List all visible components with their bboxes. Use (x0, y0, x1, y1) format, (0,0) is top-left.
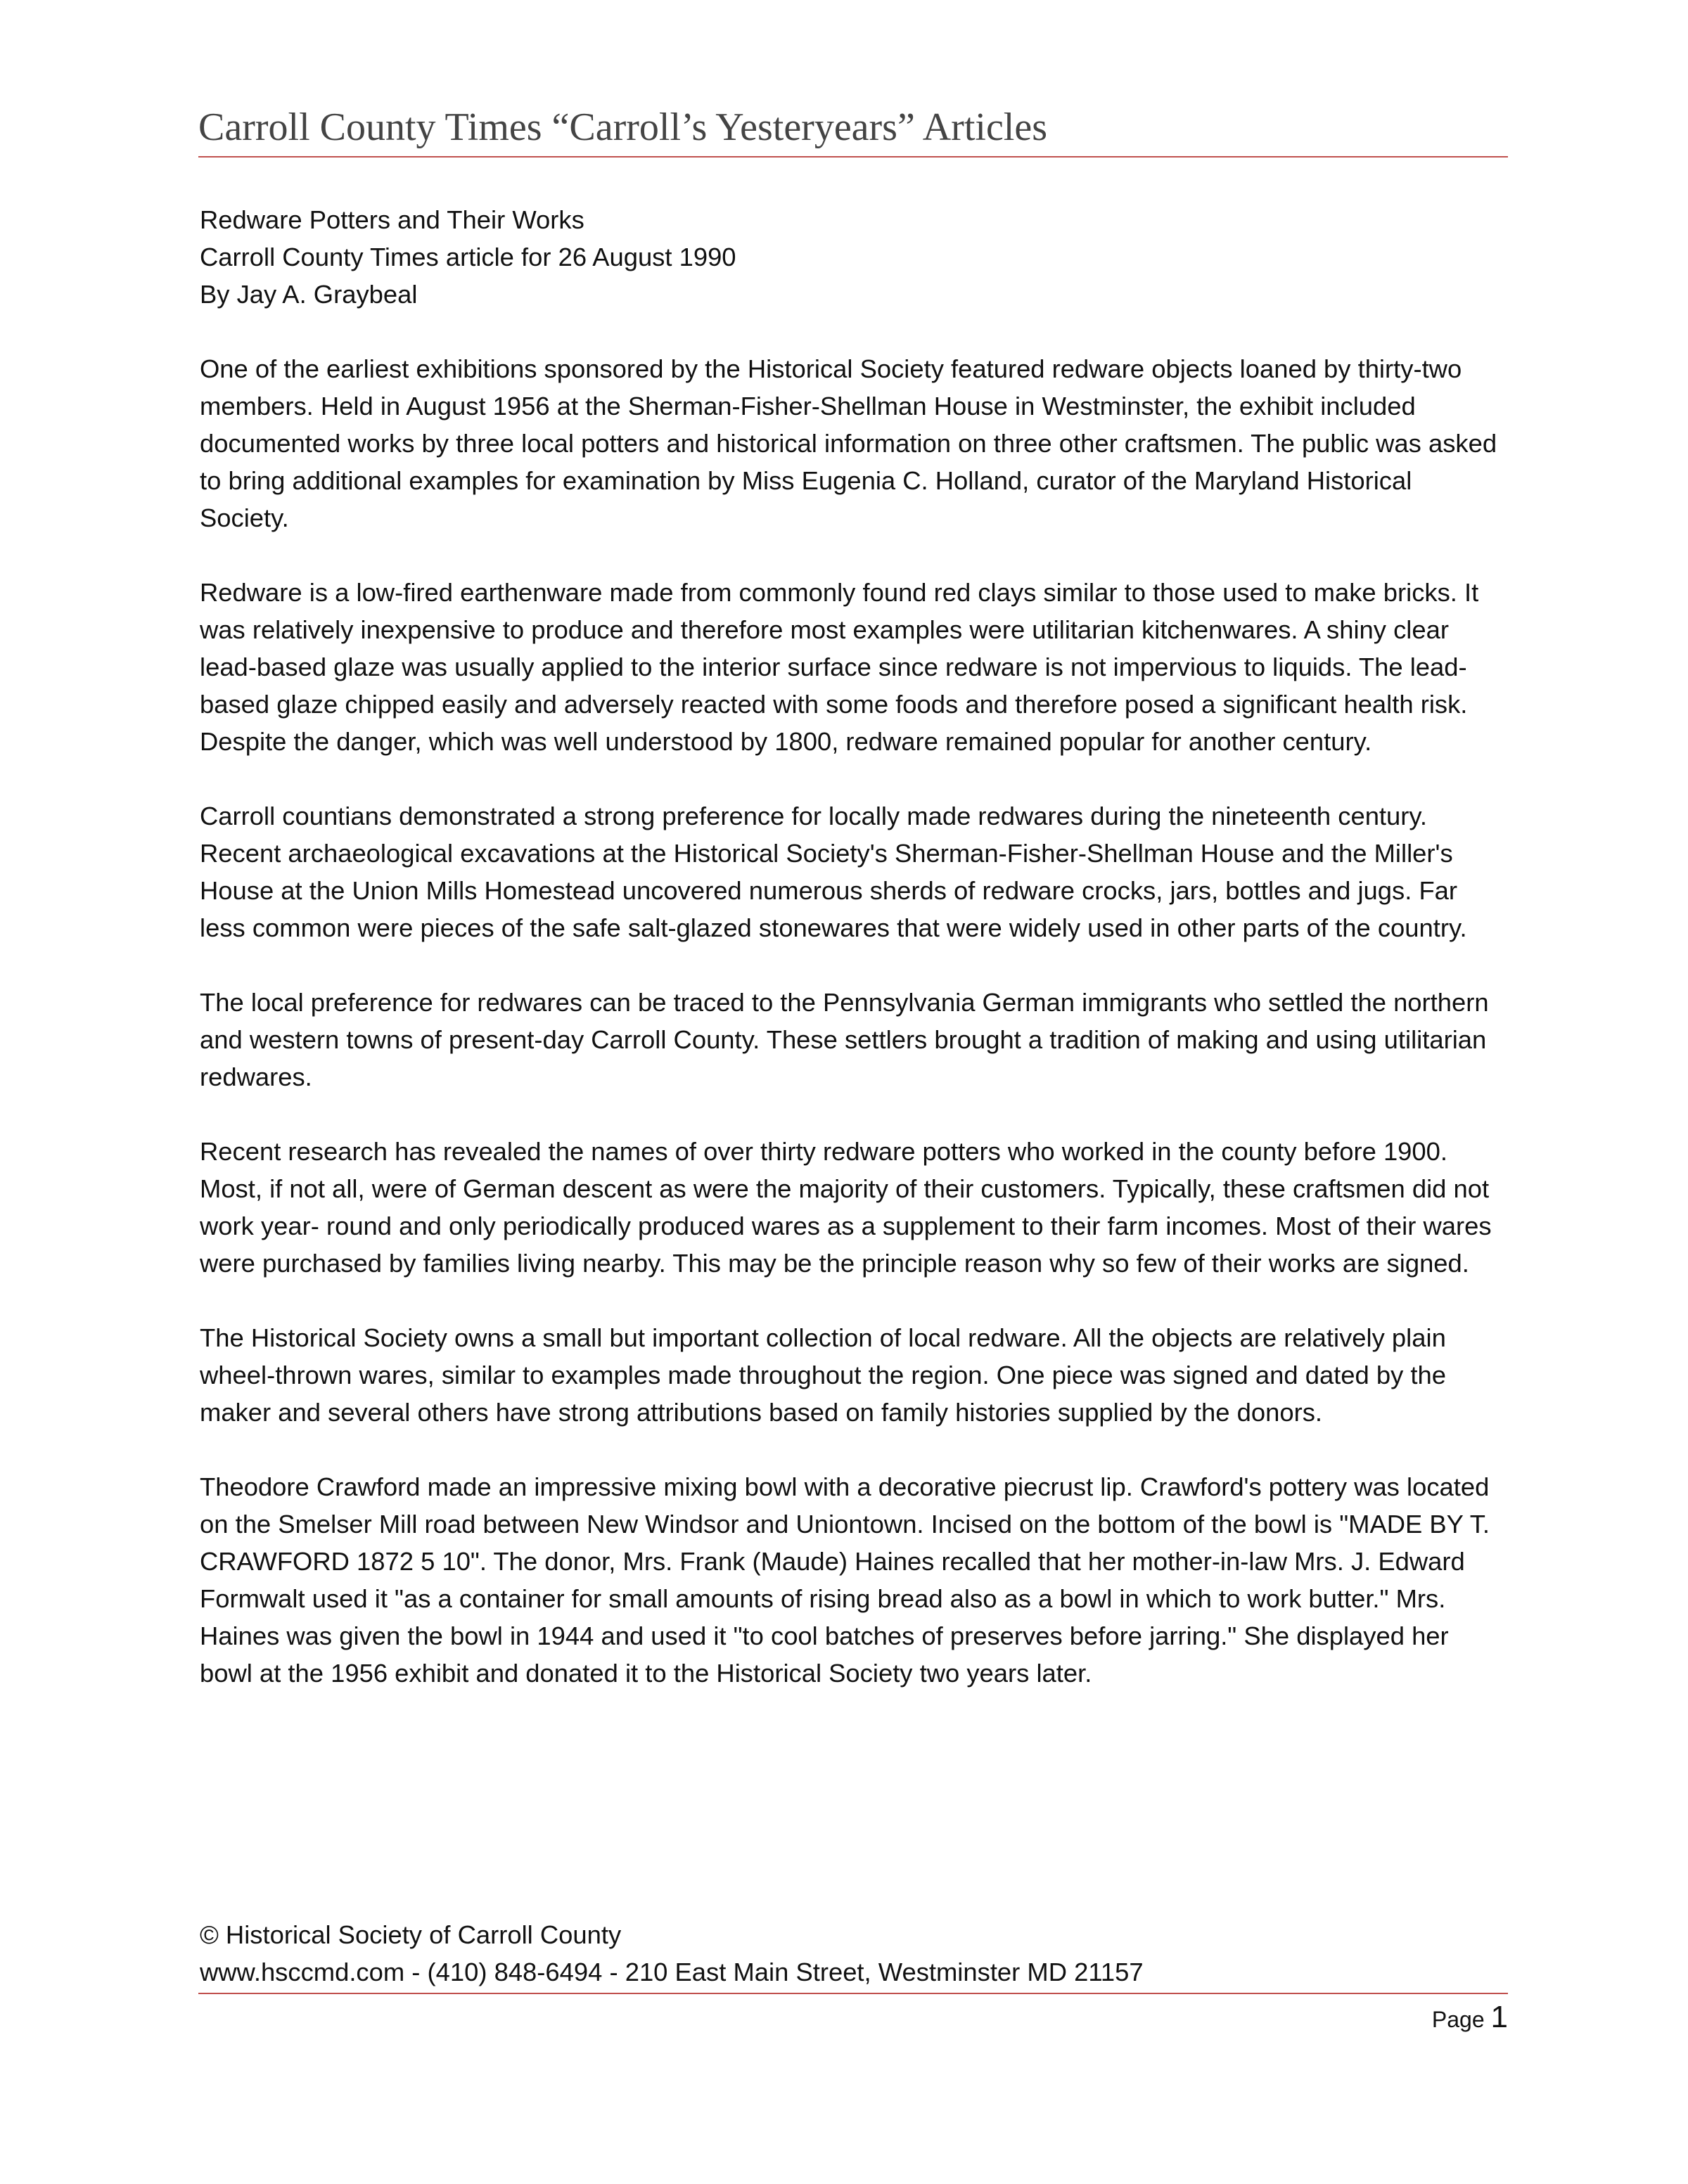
page-header (198, 103, 1508, 158)
page-number (1432, 2000, 1508, 2037)
article-paragraph: One of the earliest exhibitions sponsored by the Historical Society featured redware objects loaned by thirty-two members. Held in August 1956 at the Sherman-Fisher-Shellman House in Westminster, the exhibit included documented works by three local potters and historical information on three other craftsmen. The public was asked to bring additional examples for examination by Miss Eugenia C. Holland, curator of the Maryland Historical Society. (200, 354, 1497, 532)
article-publication: Carroll County Times article for 26 August 1990 (200, 243, 736, 271)
footer-copyright: © Historical Society of Carroll County (200, 1920, 622, 1949)
article-title: Redware Potters and Their Works (200, 205, 584, 234)
article-byline: By Jay A. Graybeal (200, 280, 418, 309)
page-label: Page (1431, 2007, 1485, 2032)
article-paragraph: Theodore Crawford made an impressive mixing bowl with a decorative piecrust lip. Crawford's pottery was located on the Smelser Mill road between New Windsor and Uniontown. Incised on the bottom of the bowl is "MADE BY T. CRAWFORD 1872 5 10". The donor, Mrs. Frank (Maude) Haines recalled that her mother-in-law Mrs. J. Edward Formwalt used it "as a container for small amounts of rising bread also as a bowl in which to work butter." Mrs. Haines was given the bowl in 1944 and used it "to cool batches of preserves before jarring." She displayed her bowl at the 1956 exhibit and donated it to the Historical Society two years later. (200, 1472, 1490, 1688)
article-paragraph: The Historical Society owns a small but important collection of local redware. All the objects are relatively plain wheel-thrown wares, similar to examples made throughout the region. One piece was signed and dated by the maker and several others have strong attributions based on family histories supplied by the donors. (200, 1323, 1447, 1427)
page-number-value: 1 (1490, 2000, 1508, 2034)
article-paragraph: The local preference for redwares can be traced to the Pennsylvania German immigrants who settled the northern and western towns of present-day Carroll County. These settlers brought a tradition of making and using utilitarian redwares. (200, 988, 1489, 1091)
article-paragraph: Recent research has revealed the names of over thirty redware potters who worked in the county before 1900. Most, if not all, were of German descent as were the majority of their customers. Typically, these craftsmen did not work year- round and only periodically produced wares as a supplement to their farm incomes. Most of their wares were purchased by families living nearby. This may be the principle reason why so few of their works are signed. (200, 1137, 1492, 1278)
article-paragraph: Redware is a low-fired earthenware made from commonly found red clays similar to those used to make bricks. It was relatively inexpensive to produce and therefore most examples were utilitarian kitchenwares. A shiny clear lead-based glaze was usually applied to the interior surface since redware is not impervious to liquids. The lead-based glaze chipped easily and adversely reacted with some foods and therefore posed a significant health risk. Despite the danger, which was well understood by 1800, redware remained popular for another century. (200, 578, 1479, 756)
footer-contact: www.hsccmd.com - (410) 848-6494 - 210 East Main Street, Westminster MD 21157 (200, 1958, 1144, 1986)
article-body (200, 201, 1508, 1692)
article-paragraph: Carroll countians demonstrated a strong preference for locally made redwares during the nineteenth century. Recent archaeological excavations at the Historical Society's Sherman-Fisher-Shellman House and the Miller's House at the Union Mills Homestead uncovered numerous sherds of redware crocks, jars, bottles and jugs. Far less common were pieces of the safe salt-glazed stonewares that were widely used in other parts of the country. (200, 802, 1467, 942)
footer-divider (198, 1993, 1508, 1994)
header-divider (198, 156, 1508, 158)
page-footer (200, 1916, 1508, 1991)
header-title: Carroll County Times “Carroll’s Yesteryears” Articles (198, 105, 1048, 149)
